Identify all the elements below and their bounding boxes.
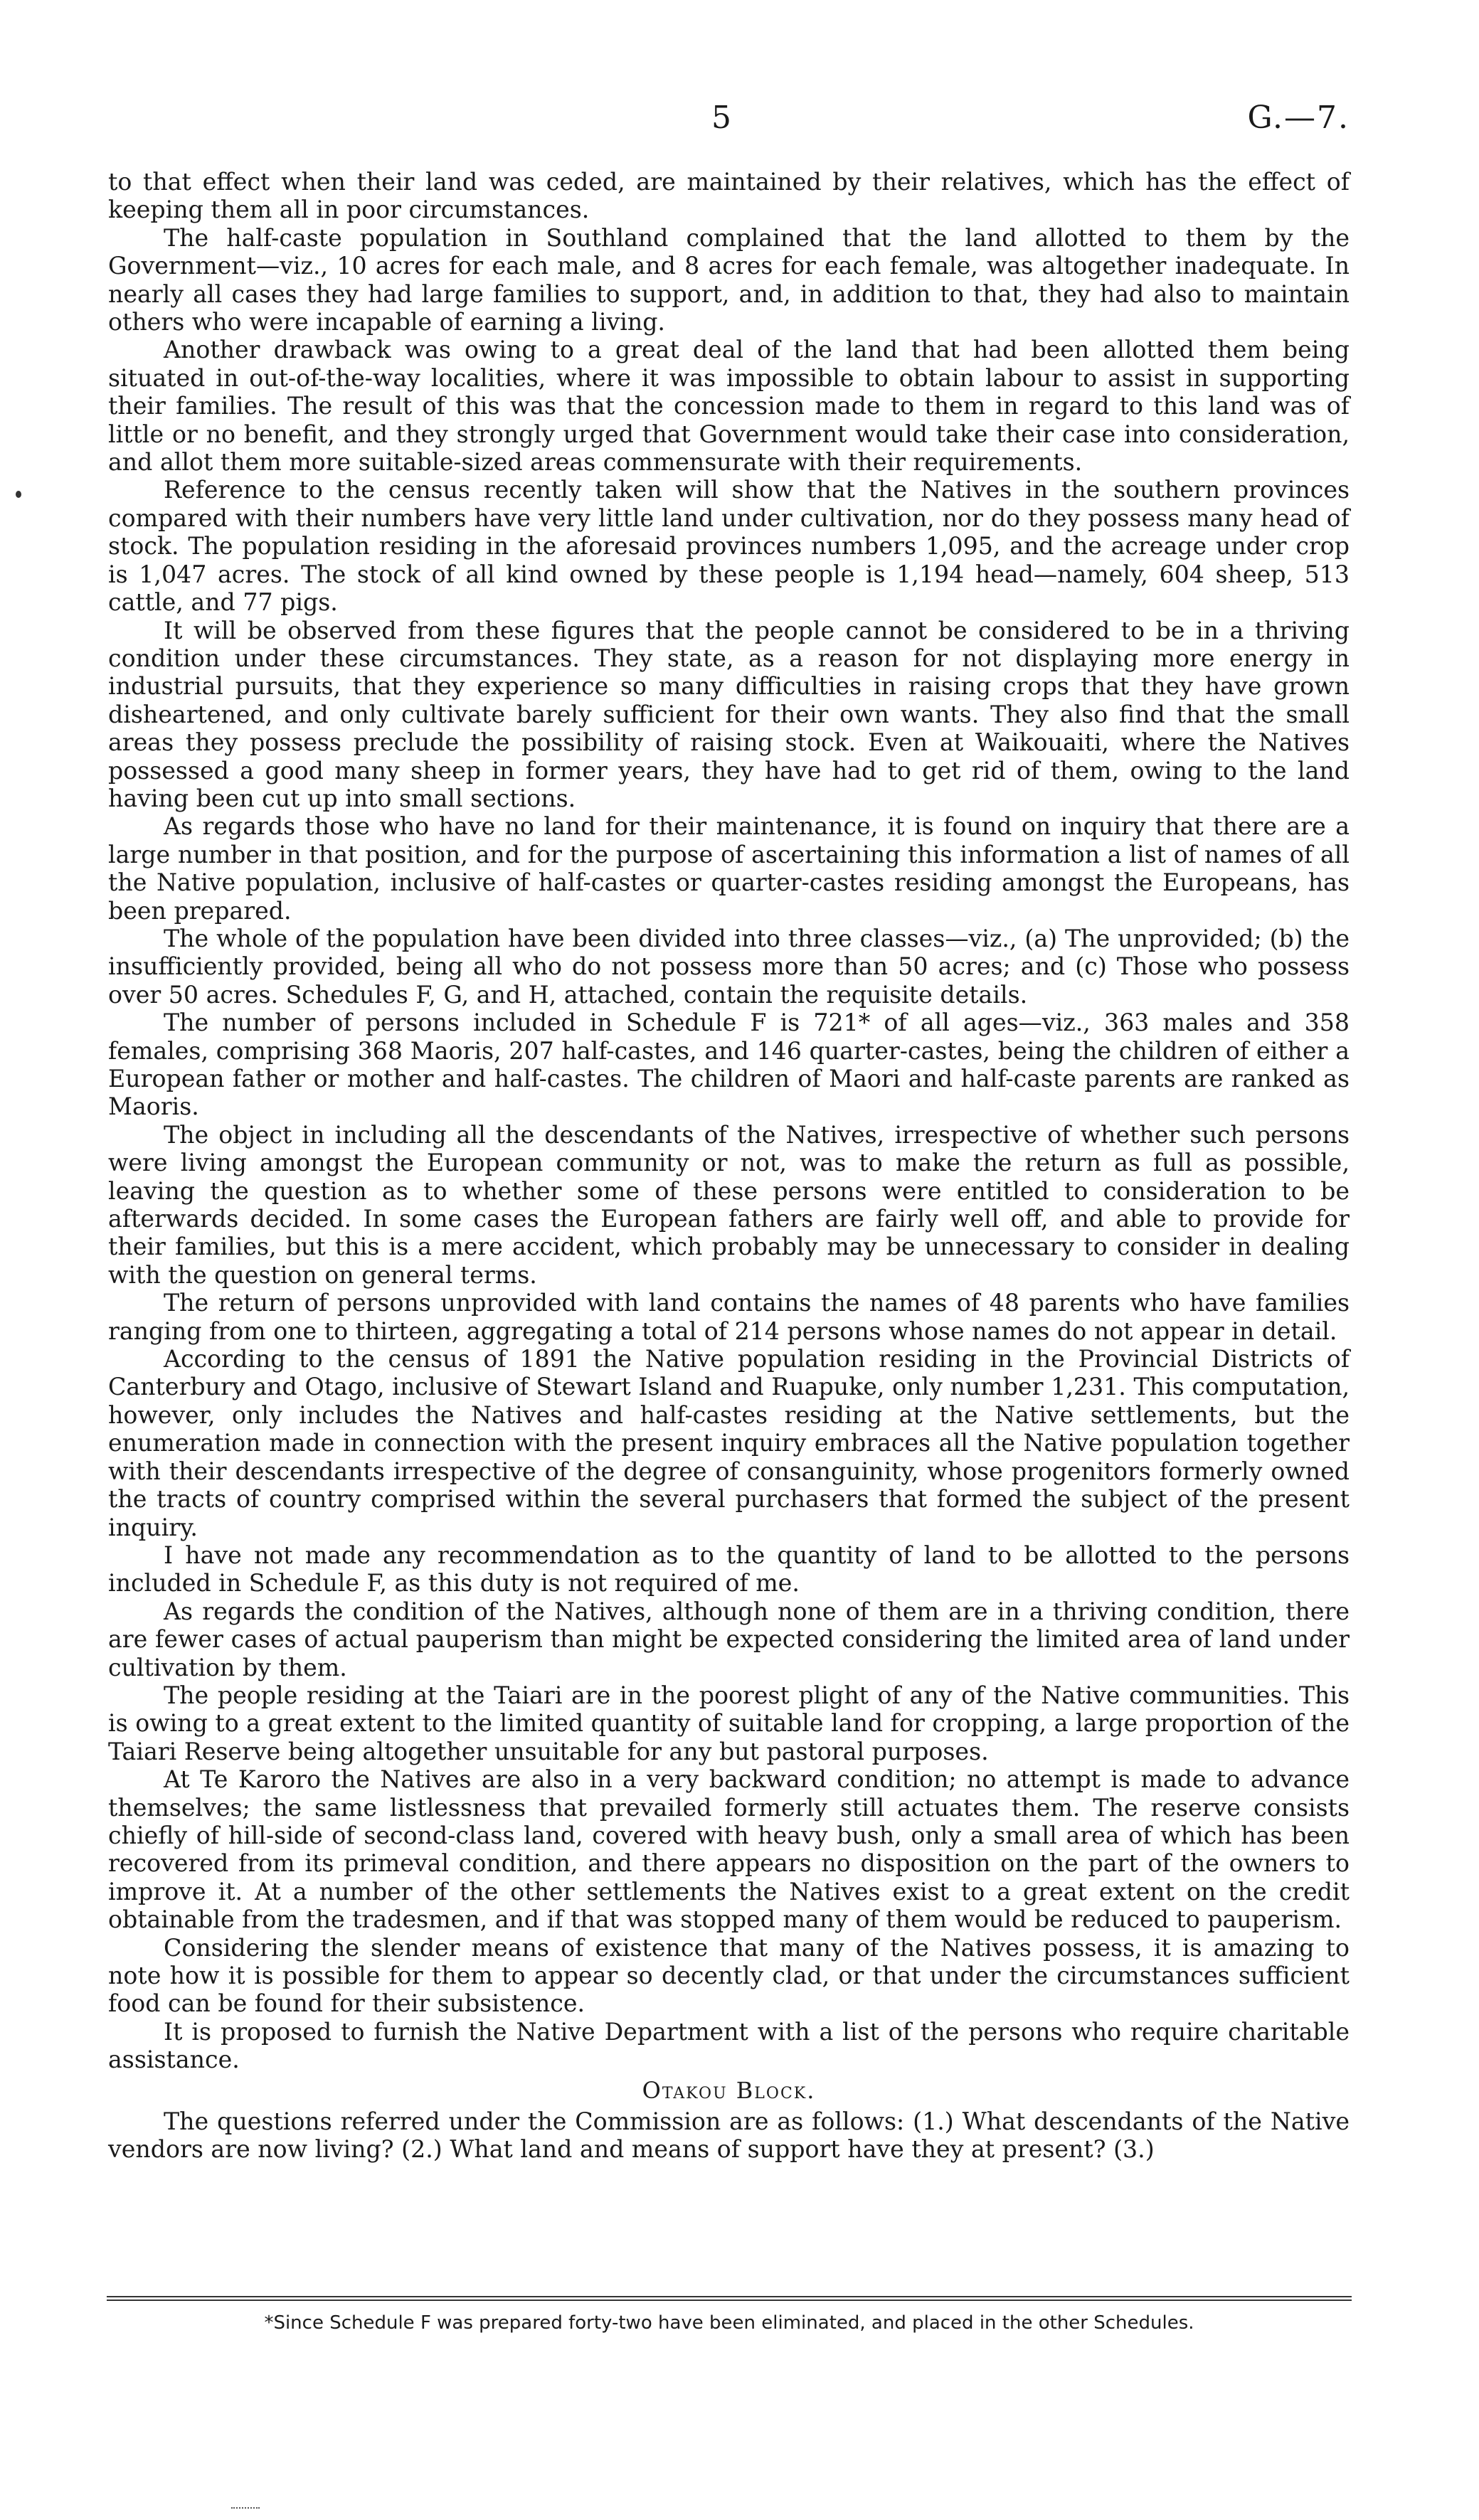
paragraph-6: As regards those who have no land for their maintenance, it is found on inquiry that there are a large number in that position, and for the purpose of ascertaining this information a list of names of all the Native population, inclusive of half-castes or quarter-castes residing amongst the Europeans, has been prepared. (108, 812, 1350, 925)
paragraph-4: Reference to the census recently taken will show that the Natives in the southern provinces compared with their numbers have very little land under cultivation, nor do they possess many head of stock. The population residing in the aforesaid provinces numbers 1,095, and the acreage under crop is 1,047 acres. The stock of all kind owned by these people is 1,194 head—namely, 604 sheep, 513 cattle, and 77 pigs. (108, 476, 1350, 617)
section-heading-otakou-block: Otakou Block. (642, 2076, 816, 2104)
paragraph-15: At Te Karoro the Natives are also in a very backward condition; no attempt is made to advance themselves; the same listlessness that prevailed formerly still actuates them. The reserve consists chiefly of hill-side of second-class land, covered with heavy bush, only a small area of which has been recovered from its primeval condition, and there appears no disposition on the part of the owners to improve it. At a number of the other settlements the Natives exist to a great extent on the credit obtainable from the tradesmen, and if that was stopped many of them would be reduced to pauperism. (108, 1765, 1350, 1934)
paragraph-3: Another drawback was owing to a great deal of the land that had been allotted them being situated in out-of-the-way localities, where it was impossible to obtain labour to assist in supporting their families. The result of this was that the concession made to them in regard to this land was of little or no benefit, and they strongly urged that Government would take their case into consideration, and allot them more suitable-sized areas commensurate with their requirements. (108, 336, 1350, 477)
section-paragraph: The questions referred under the Commission are as follows: (1.) What descendants of the Native vendors are now living? (2.) What land and means of support have they at present? (3.) (108, 2107, 1350, 2164)
footnote-divider-bottom (107, 2300, 1352, 2301)
paragraph-16: Considering the slender means of existence that many of the Natives possess, it is amazing to note how it is possible for them to appear so decently clad, or that under the circumstances sufficient food can be found for their subsistence. (108, 1933, 1350, 2018)
paragraph-1: to that effect when their land was ceded, are maintained by their relatives, which has the effect of keeping them all in poor circumstances. (108, 168, 1350, 224)
paragraph-2: The half-caste population in Southland complained that the land allotted to them by the Government—viz., 10 acres for each male, and 8 acres for each female, was altogether inadequate. In nearly all cases they had large families to support, and, in addition to that, they had also to maintain others who were incapable of earning a living. (108, 223, 1350, 336)
body-text (108, 168, 1350, 2164)
stray-ink-mark (231, 2507, 260, 2513)
footnote-divider-top (107, 2296, 1352, 2297)
paragraph-13: As regards the condition of the Natives, although none of them are in a thriving condition, there are fewer cases of actual pauperism than might be expected considering the limited area of land under cultivation by them. (108, 1597, 1350, 1681)
paragraph-8: The number of persons included in Schedule F is 721* of all ages—viz., 363 males and 358 females, comprising 368 Maoris, 207 half-castes, and 146 quarter-castes, being the children of either a European father or mother and half-castes. The children of Maori and half-caste parents are ranked as Maoris. (108, 1009, 1350, 1121)
paragraph-14: The people residing at the Taiari are in the poorest plight of any of the Native communities. This is owing to a great extent to the limited quantity of suitable land for cropping, a large proportion of the Taiari Reserve being altogether unsuitable for any but pastoral purposes. (108, 1681, 1350, 1765)
page-header (0, 100, 1479, 142)
margin-dot-mark (16, 491, 21, 498)
paragraph-5: It will be observed from these figures that the people cannot be considered to be in a thriving condition under these circumstances. They state, as a reason for not displaying more energy in industrial pursuits, that they experience so many difficulties in raising crops that they have grown disheartened, and only cultivate barely sufficient for their own wants. They also find that the small areas they possess preclude the possibility of raising stock. Even at Waikouaiti, where the Natives possessed a good many sheep in former years, they have had to get rid of them, owing to the land having been cut up into small sections. (108, 616, 1350, 812)
paragraph-17: It is proposed to furnish the Native Department with a list of the persons who require charitable assistance. (108, 2017, 1350, 2074)
paragraph-11: According to the census of 1891 the Native population residing in the Provincial Districts of Canterbury and Otago, inclusive of Stewart Island and Ruapuke, only number 1,231. This computation, however, only includes the Natives and half-castes residing at the Native settlements, but the enumeration made in connection with the present inquiry embraces all the Native population together with their descendants irrespective of the degree of consanguinity, whose progenitors formerly owned the tracts of country comprised within the several purchasers that formed the subject of the present inquiry. (108, 1345, 1350, 1541)
document-reference: G.—7. (1247, 100, 1350, 136)
paragraph-12: I have not made any recommendation as to the quantity of land to be allotted to the persons included in Schedule F, as this duty is not required of me. (108, 1541, 1350, 1597)
paragraph-7: The whole of the population have been divided into three classes—viz., (a) The unprovided; (b) the insufficiently provided, being all who do not possess more than 50 acres; and (c) Those who possess over 50 acres. Schedules F, G, and H, attached, contain the requisite details. (108, 924, 1350, 1009)
page-number: 5 (711, 100, 731, 136)
paragraph-10: The return of persons unprovided with land contains the names of 48 parents who have families ranging from one to thirteen, aggregating a total of 214 persons whose names do not appear in detail. (108, 1289, 1350, 1345)
footnote: *Since Schedule F was prepared forty-two have been eliminated, and placed in the other Schedules. (264, 2312, 1194, 2334)
paragraph-9: The object in including all the descendants of the Natives, irrespective of whether such persons were living amongst the European community or not, was to make the return as full as possible, leaving the question as to whether some of these persons were entitled to consideration to be afterwards decided. In some cases the European fathers are fairly well off, and able to provide for their families, but this is a mere accident, which probably may be unnecessary to consider in dealing with the question on general terms. (108, 1120, 1350, 1289)
